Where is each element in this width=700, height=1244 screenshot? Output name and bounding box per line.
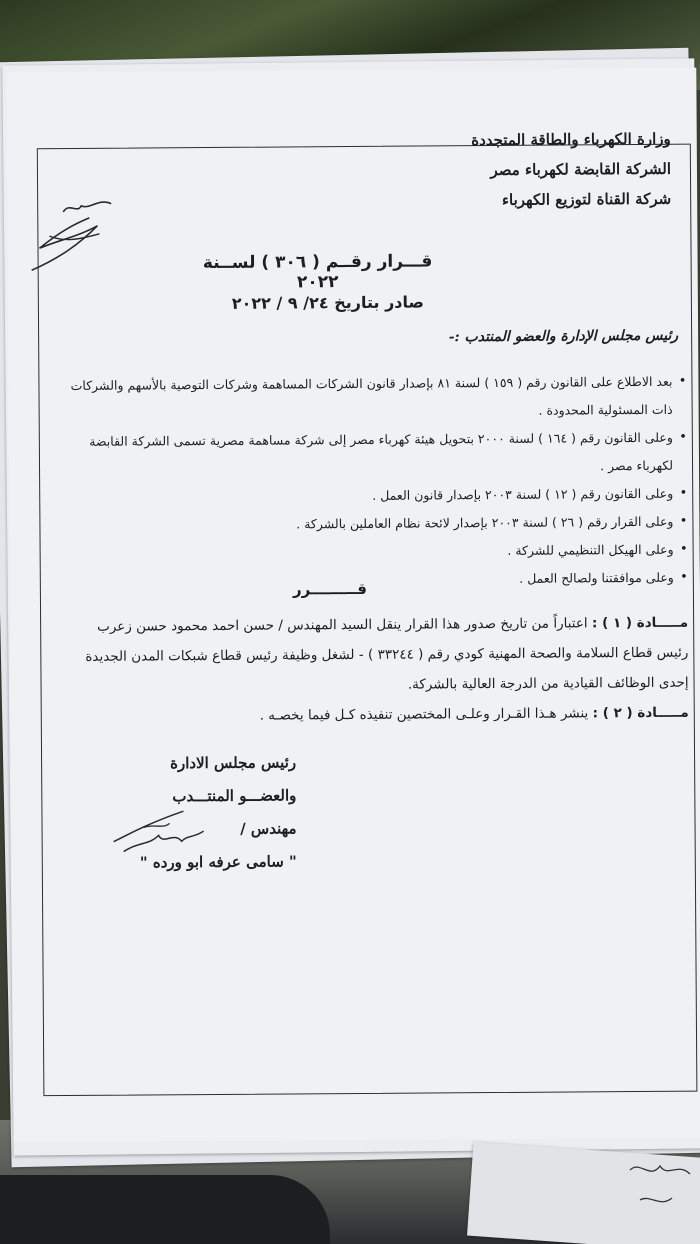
- consideration-item: • وعلى القانون رقم ( ١٢ ) لسنة ٢٠٠٣ بإصدار قانون العمل .: [67, 480, 687, 512]
- consideration-item: • وعلى القانون رقم ( ١٦٤ ) لسنة ٢٠٠٠ بتحويل هيئة كهرباء مصر إلى شركة مساهمة مصرية تسمى الشركة القابضة لكهرباء مصر .: [67, 424, 687, 484]
- articles: [63, 608, 689, 732]
- article-2: [64, 698, 689, 732]
- consideration-item: • وعلى القرار رقم ( ٢٦ ) لسنة ٢٠٠٣ بإصدار لائحة نظام العاملين بالشركة .: [67, 508, 687, 540]
- article-1-label: مـــــادة ( ١ ) :: [591, 614, 689, 632]
- handwritten-note-signature: [19, 196, 120, 277]
- decree-number: قـــرار رقــم ( ٣٠٦ ) لســنة ٢٠٢٢: [202, 251, 433, 293]
- signatory-engineer-prefix: مهندس /: [240, 819, 297, 838]
- letterhead-holding-company: الشركة القابضة لكهرباء مصر: [490, 159, 672, 180]
- considerations-list: [66, 368, 688, 596]
- background-dark-object: [0, 1175, 330, 1244]
- letterhead-distribution-company: شركة القناة لتوزيع الكهرباء: [501, 189, 672, 209]
- signatory-title-line1: رئيس مجلس الادارة: [170, 753, 297, 773]
- article-1: [63, 608, 689, 702]
- signatory-title-line2: والعضـــو المنتـــدب: [172, 786, 297, 806]
- decided-heading: قـــــــــرر: [292, 579, 367, 599]
- handwritten-signature: [103, 801, 213, 862]
- article-2-text: ينشر هـذا القـرار وعلـى المختصين تنفيذه كـل فيما يخصـه .: [259, 705, 589, 724]
- article-1-text: اعتباراً من تاريخ صدور هذا القرار ينقل السيد المهندس / حسن احمد محمود حسن زعرب رئيس قطاع السلامة والصحة المهنية كودي رقم ( ٣٣٢٤٤ ) - لشغل وظيفة رئيس قطاع شبكات المدن الجديدة إحدى الوظائف القيادية من الدرجة العالية بالشركة.: [85, 615, 689, 693]
- consideration-item: • وعلى موافقتنا ولصالح العمل .: [68, 564, 688, 596]
- article-2-label: مـــــادة ( ٢ ) :: [592, 704, 689, 722]
- corner-handwriting: [620, 1150, 700, 1230]
- letterhead-ministry: وزارة الكهرباء والطاقة المتجددة: [471, 129, 671, 150]
- decree-issue-date: صادر بتاريخ ٢٤/ ٩ / ٢٠٢٢: [231, 292, 424, 313]
- decree-sheet: [6, 68, 700, 1143]
- chairman-preamble: رئيس مجلس الإدارة والعضو المنتدب :-: [448, 327, 679, 346]
- signatory-name: " سامى عرفه ابو ورده ": [139, 852, 297, 872]
- consideration-item: • وعلى الهيكل التنظيمي للشركة .: [68, 536, 688, 568]
- letterhead: [371, 124, 672, 216]
- consideration-item: • بعد الاطلاع على القانون رقم ( ١٥٩ ) لسنة ٨١ بإصدار قانون الشركات المساهمة وشركات التوصية بالأسهم والشركات ذات المسئولية المحدودة .: [66, 368, 686, 428]
